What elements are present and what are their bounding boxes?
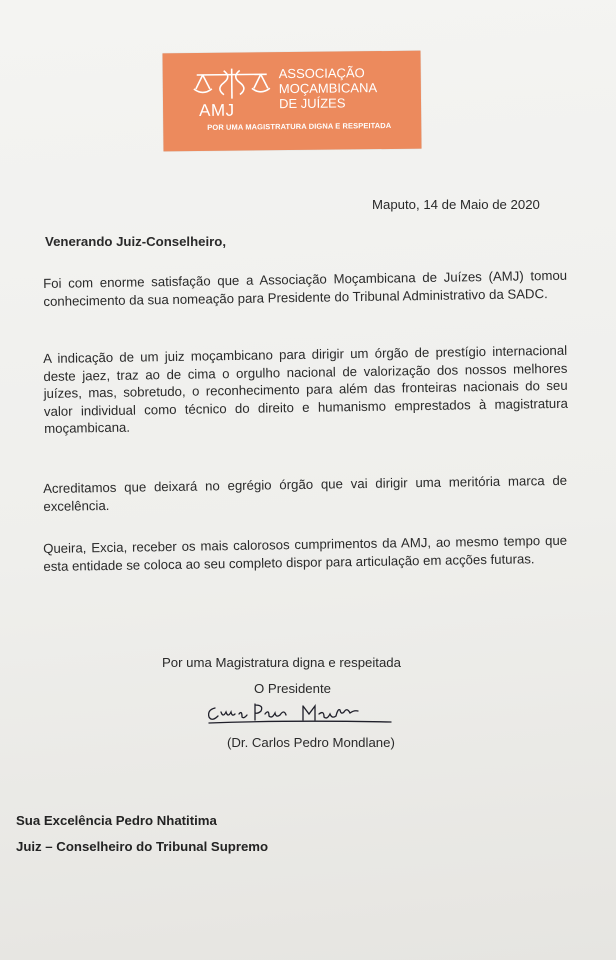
logo-name-line-1: ASSOCIAÇÃO — [278, 65, 365, 82]
paragraph-3: Acreditamos que deixará no egrégio órgão que vai dirigir uma meritória marca de excelência. — [43, 472, 568, 514]
paragraph-4: Queira, Excia, receber os mais calorosos cumprimentos da AMJ, ao mesmo tempo que esta entidade se coloca ao seu completo dispor para articulação em acções futuras. — [43, 532, 568, 574]
signer-name: (Dr. Carlos Pedro Mondlane) — [227, 735, 395, 750]
closing-motto: Por uma Magistratura digna e respeitada — [162, 655, 401, 670]
letter-date: Maputo, 14 de Maio de 2020 — [372, 197, 540, 212]
amj-logo — [162, 51, 421, 152]
paragraph-2: A indicação de um juiz moçambicano para dirigir um órgão de prestígio internacional deste jaez, traz ao de cima o orgulho nacional de valorização dos nossos melhores juízes, mas, sobretudo, o reconhecimento para além das fronteiras nacionais do seu valor individual como técnico do direito e humanismo emprestados à magistratura moçambicana. — [43, 342, 569, 436]
recipient-title: Juiz – Conselheiro do Tribunal Supremo — [16, 839, 269, 854]
logo-abbreviation: AMJ — [198, 100, 235, 120]
handwritten-signature — [205, 700, 395, 728]
signer-title: O Presidente — [254, 681, 331, 696]
salutation: Venerando Juiz-Conselheiro, — [45, 234, 226, 249]
logo-name-line-3: DE JUÍZES — [278, 95, 346, 112]
logo-tagline: POR UMA MAGISTRATURA DIGNA E RESPEITADA — [207, 120, 392, 132]
scales-of-justice-icon — [191, 64, 273, 101]
paragraph-1: Foi com enorme satisfação que a Associação Moçambicana de Juízes (AMJ) tomou conhecimento da sua nomeação para Presidente do Tribunal Administrativo da SADC. — [43, 267, 568, 309]
logo-name-line-2: MOÇAMBICANA — [278, 80, 378, 97]
recipient-name: Sua Excelência Pedro Nhatitima — [16, 813, 217, 828]
